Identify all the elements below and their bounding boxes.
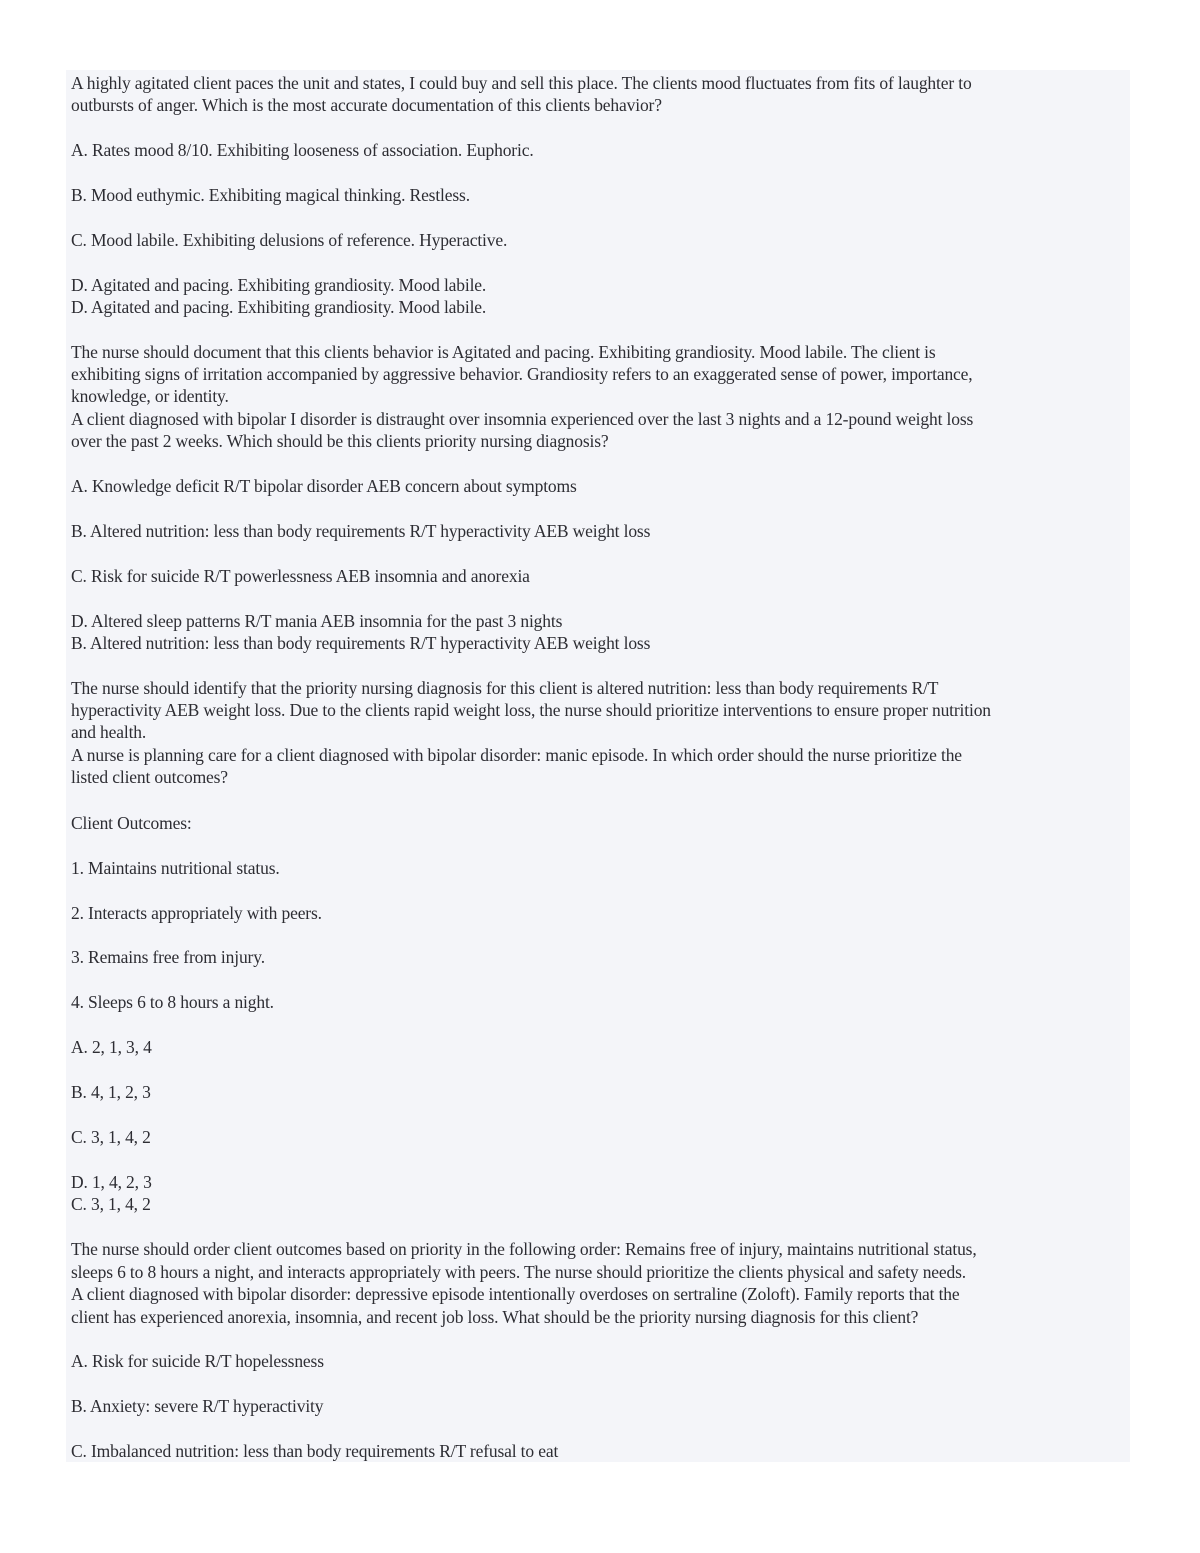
question-3-line-1: A nurse is planning care for a client diagnosed with bipolar disorder: manic episode. In which order should the nurse prioritize the <box>71 745 962 765</box>
question-2-option-c: C. Risk for suicide R/T powerlessness AEB insomnia and anorexia <box>71 566 530 586</box>
question-1-option-b: B. Mood euthymic. Exhibiting magical thinking. Restless. <box>71 185 470 205</box>
question-4-option-b: B. Anxiety: severe R/T hyperactivity <box>71 1396 324 1416</box>
rationale-1-line-1: The nurse should document that this clients behavior is Agitated and pacing. Exhibiting grandiosity. Mood labile. The client is <box>71 342 936 362</box>
rationale-2-line-2: hyperactivity AEB weight loss. Due to the clients rapid weight loss, the nurse should prioritize interventions to ensure proper nutrition <box>71 700 991 720</box>
rationale-3-line-2: sleeps 6 to 8 hours a night, and interacts appropriately with peers. The nurse should prioritize the clients physical and safety needs. <box>71 1262 967 1282</box>
rationale-1-line-2: exhibiting signs of irritation accompanied by aggressive behavior. Grandiosity refers to an exaggerated sense of power, importance, <box>71 364 973 384</box>
question-2-option-b: B. Altered nutrition: less than body requirements R/T hyperactivity AEB weight loss <box>71 521 651 541</box>
question-2-option-a: A. Knowledge deficit R/T bipolar disorder AEB concern about symptoms <box>71 476 577 496</box>
client-outcome-2: 2. Interacts appropriately with peers. <box>71 903 322 923</box>
question-2-line-2: over the past 2 weeks. Which should be this clients priority nursing diagnosis? <box>71 431 609 451</box>
question-2-option-d: D. Altered sleep patterns R/T mania AEB insomnia for the past 3 nights <box>71 611 563 631</box>
question-3-option-a: A. 2, 1, 3, 4 <box>71 1037 152 1057</box>
question-2-line-1: A client diagnosed with bipolar I disorder is distraught over insomnia experienced over the last 3 nights and a 12-pound weight loss <box>71 409 974 429</box>
question-1-line-2: outbursts of anger. Which is the most accurate documentation of this clients behavior? <box>71 95 662 115</box>
rationale-1-line-3: knowledge, or identity. <box>71 386 229 406</box>
rationale-2-line-1: The nurse should identify that the priority nursing diagnosis for this client is altered nutrition: less than body requirements R/T <box>71 678 939 698</box>
question-4-line-1: A client diagnosed with bipolar disorder: depressive episode intentionally overdoses on sertraline (Zoloft). Family reports that the <box>71 1284 960 1304</box>
client-outcome-3: 3. Remains free from injury. <box>71 947 265 967</box>
question-4-option-c: C. Imbalanced nutrition: less than body requirements R/T refusal to eat <box>71 1441 559 1461</box>
client-outcome-1: 1. Maintains nutritional status. <box>71 858 280 878</box>
rationale-2-line-3: and health. <box>71 722 147 742</box>
question-3-answer: C. 3, 1, 4, 2 <box>71 1194 151 1214</box>
question-3-option-c: C. 3, 1, 4, 2 <box>71 1127 151 1147</box>
question-3-line-2: listed client outcomes? <box>71 767 228 787</box>
question-1-option-c: C. Mood labile. Exhibiting delusions of reference. Hyperactive. <box>71 230 508 250</box>
question-3-option-d: D. 1, 4, 2, 3 <box>71 1172 152 1192</box>
question-2-answer: B. Altered nutrition: less than body requirements R/T hyperactivity AEB weight loss <box>71 633 651 653</box>
question-1-option-a: A. Rates mood 8/10. Exhibiting looseness of association. Euphoric. <box>71 140 534 160</box>
question-3-option-b: B. 4, 1, 2, 3 <box>71 1082 151 1102</box>
document-page <box>66 70 1130 1462</box>
question-1-answer: D. Agitated and pacing. Exhibiting grandiosity. Mood labile. <box>71 297 487 317</box>
question-4-line-2: client has experienced anorexia, insomnia, and recent job loss. What should be the priority nursing diagnosis for this client? <box>71 1307 919 1327</box>
client-outcomes-heading: Client Outcomes: <box>71 813 192 833</box>
client-outcome-4: 4. Sleeps 6 to 8 hours a night. <box>71 992 274 1012</box>
question-1-option-d: D. Agitated and pacing. Exhibiting grandiosity. Mood labile. <box>71 275 487 295</box>
rationale-3-line-1: The nurse should order client outcomes based on priority in the following order: Remains free of injury, maintains nutritional status, <box>71 1239 977 1259</box>
question-1-line-1: A highly agitated client paces the unit and states, I could buy and sell this place. The clients mood fluctuates from fits of laughter to <box>71 73 972 93</box>
question-4-option-a: A. Risk for suicide R/T hopelessness <box>71 1351 324 1371</box>
